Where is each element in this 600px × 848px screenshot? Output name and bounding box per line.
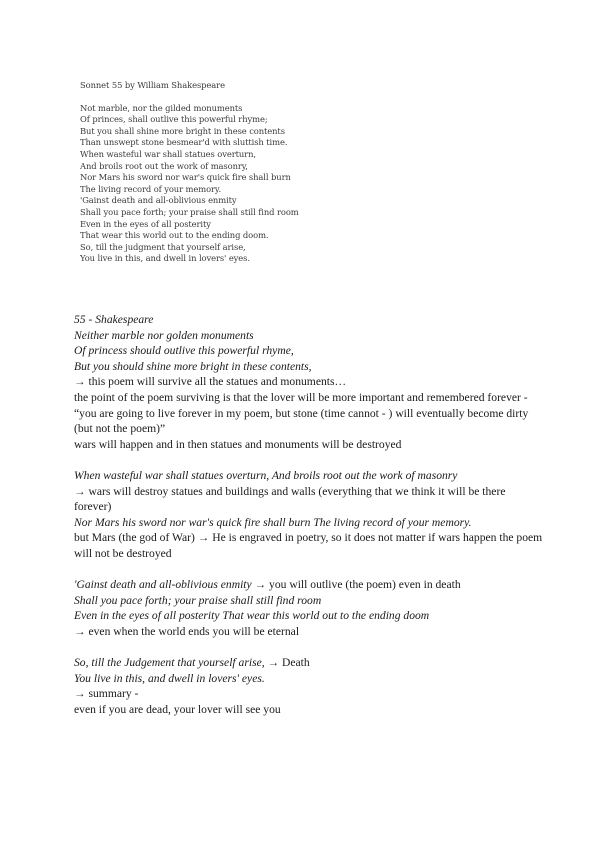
note-line: → this poem will survive all the statues and monuments… [74,375,347,389]
sonnet-line: That wear this world out to the ending doom. [80,230,269,241]
sonnet-line: Not marble, nor the gilded monuments [80,102,243,113]
note-paragraph: → wars will destroy statues and buildings and walls (everything that we think it will be there forever) [74,484,506,514]
sonnet-line: And broils root out the work of masonry, [80,160,248,171]
sonnet-line: Shall you pace forth; your praise shall still find room [80,206,299,217]
sonnet-line: So, till the judgment that yourself arise, [80,241,246,252]
sonnet-line: Even in the eyes of all posterity [80,218,211,229]
quote-line: Nor Mars his sword nor war's quick fire shall burn The living record of your memory. [74,515,472,529]
sonnet-line: But you shall shine more bright in these contents [80,125,285,136]
note-paragraph: but Mars (the god of War) → He is engraved in poetry, so it does not matter if wars happen the poem will not be destroyed [74,531,543,560]
quote-line: But you should shine more bright in these contents, [74,359,312,373]
note-fragment: → Death [264,656,310,670]
note-paragraph: the point of the poem surviving is that the lover will be more important and remembered forever - “you are going to live forever in my poem, but stone (time cannot - ) will eventually become dirty (but not the poem)” [74,390,529,436]
spacer [74,639,544,655]
sonnet-title: Sonnet 55 by William Shakespeare [80,80,225,90]
note-line: → even when the world ends you will be eternal [74,624,300,638]
sonnet-line: When wasteful war shall statues overturn, [80,148,256,159]
sonnet-line: Than unswept stone besmear'd with sluttish time. [80,137,288,148]
spacer [74,452,544,468]
sonnet-line: The living record of your memory. [80,183,222,194]
sonnet-line: Of princes, shall outlive this powerful rhyme; [80,114,268,125]
quote-line: You live in this, and dwell in lovers' eyes. [74,671,265,685]
quote-line: Of princess should outlive this powerful rhyme, [74,344,294,358]
note-mixed-line [74,655,544,671]
sonnet-line: Nor Mars his sword nor war's quick fire shall burn [80,172,291,183]
sonnet-line: You live in this, and dwell in lovers' eyes. [80,253,250,264]
sonnet-line: 'Gainst death and all-oblivious enmity [80,195,237,206]
note-mixed-line [74,577,544,593]
quote-line: When wasteful war shall statues overturn, And broils root out the work of masonry [74,468,458,482]
note-line: even if you are dead, your lover will see you [74,702,281,716]
notes [74,312,544,717]
note-line: → summary - [74,687,139,701]
quote-fragment: 'Gainst death and all-oblivious enmity [74,578,252,592]
note-fragment: → you will outlive (the poem) even in death [251,578,461,592]
note-line: wars will happen and in then statues and monuments will be destroyed [74,437,402,451]
sonnet-image [80,80,370,265]
notes-heading: 55 - Shakespeare [74,313,154,326]
quote-fragment: So, till the Judgement that yourself arise, [74,656,265,670]
sonnet-lines [80,103,370,265]
spacer [74,562,544,578]
quote-line: Shall you pace forth; your praise shall still find room [74,593,322,607]
quote-line: Even in the eyes of all posterity That wear this world out to the ending doom [74,609,430,623]
quote-line: Neither marble nor golden monuments [74,328,254,342]
